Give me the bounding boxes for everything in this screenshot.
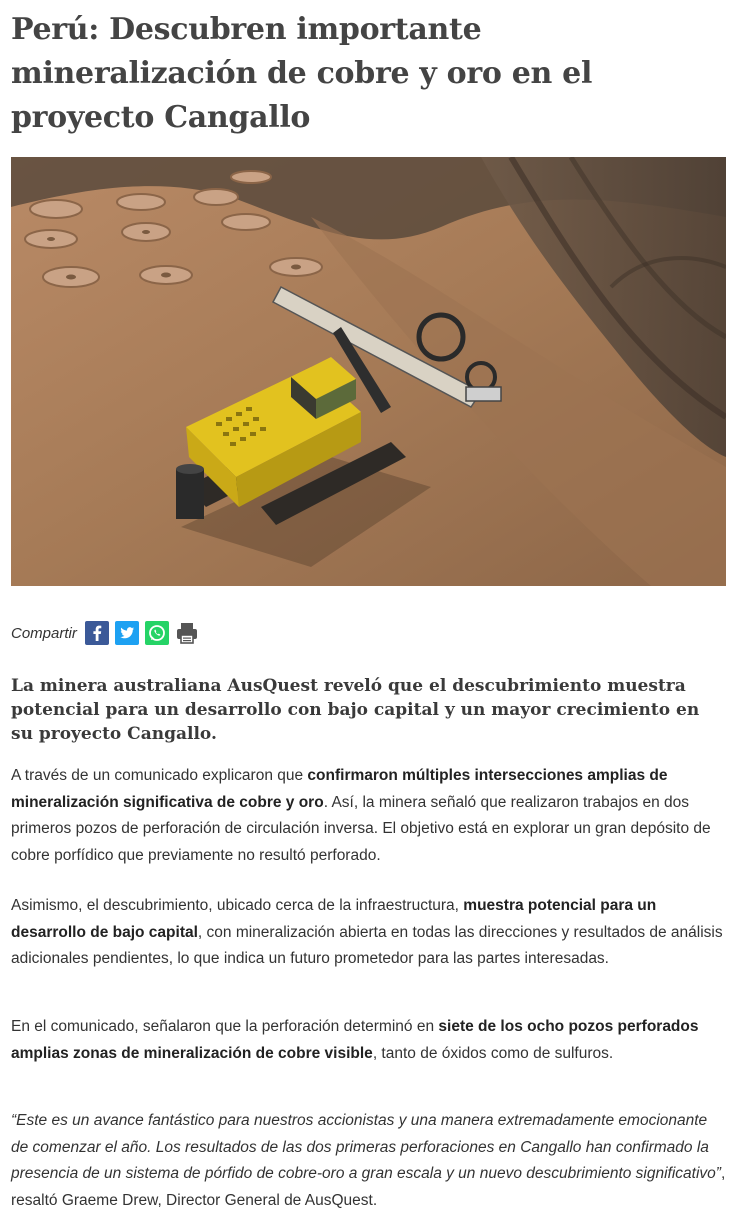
article-lead: La minera australiana AusQuest reveló que el descubrimiento muestra potencial para un desarrollo con bajo capital y un mayor crecimiento en su proyecto Cangallo. bbox=[11, 676, 700, 744]
article-paragraph-1 bbox=[11, 763, 726, 869]
share-label: Compartir bbox=[11, 624, 77, 642]
article-paragraph-3 bbox=[11, 1014, 726, 1067]
twitter-icon[interactable] bbox=[115, 621, 139, 645]
quote-attribution: , resaltó Graeme Drew, Director General de AusQuest. bbox=[11, 1165, 726, 1209]
p1-text-c: . Así, la minera señaló que realizaron trabajos en dos primeros pozos de perforación de circulación inversa. El objetivo está en explorar un gran depósito de cobre porfídico que previamente no resultó perforado. bbox=[11, 793, 711, 864]
article-hero-image bbox=[11, 157, 726, 586]
p3-bold: siete de los ocho pozos perforados amplias zonas de mineralización de cobre visible bbox=[11, 1018, 699, 1062]
p1-bold: confirmaron múltiples intersecciones amplias de mineralización significativa de cobre y oro bbox=[11, 767, 668, 811]
article-paragraph-quote bbox=[11, 1108, 726, 1214]
share-bar bbox=[11, 619, 205, 647]
print-icon[interactable] bbox=[175, 621, 199, 645]
p2-bold: muestra potencial para un desarrollo de bajo capital bbox=[11, 897, 657, 941]
article-paragraph-2 bbox=[11, 893, 726, 973]
p2-text-c: , con mineralización abierta en todas las direcciones y resultados de análisis adicionales pendientes, lo que indica un futuro prometedor para las partes interesadas. bbox=[11, 923, 723, 967]
facebook-icon[interactable] bbox=[85, 621, 109, 645]
p2-text-a: Asimismo, el descubrimiento, ubicado cerca de la infraestructura, bbox=[11, 897, 464, 914]
p3-text-a: En el comunicado, señalaron que la perforación determinó en bbox=[11, 1018, 439, 1035]
p3-text-c: , tanto de óxidos como de sulfuros. bbox=[372, 1044, 614, 1062]
article-title: Perú: Descubren importante mineralización de cobre y oro en el proyecto Cangallo bbox=[11, 12, 593, 135]
p1-text-a: A través de un comunicado explicaron que bbox=[11, 767, 308, 784]
quote-text: “Este es un avance fantástico para nuestros accionistas y una manera extremadamente emocionante de comenzar el año. Los resultados de las dos primeras perforaciones en Cangallo han confirmado la presencia de un sistema de pórfido de cobre-oro a gran escala y un nuevo descubrimiento significativo” bbox=[11, 1112, 721, 1182]
whatsapp-icon[interactable] bbox=[145, 621, 169, 645]
